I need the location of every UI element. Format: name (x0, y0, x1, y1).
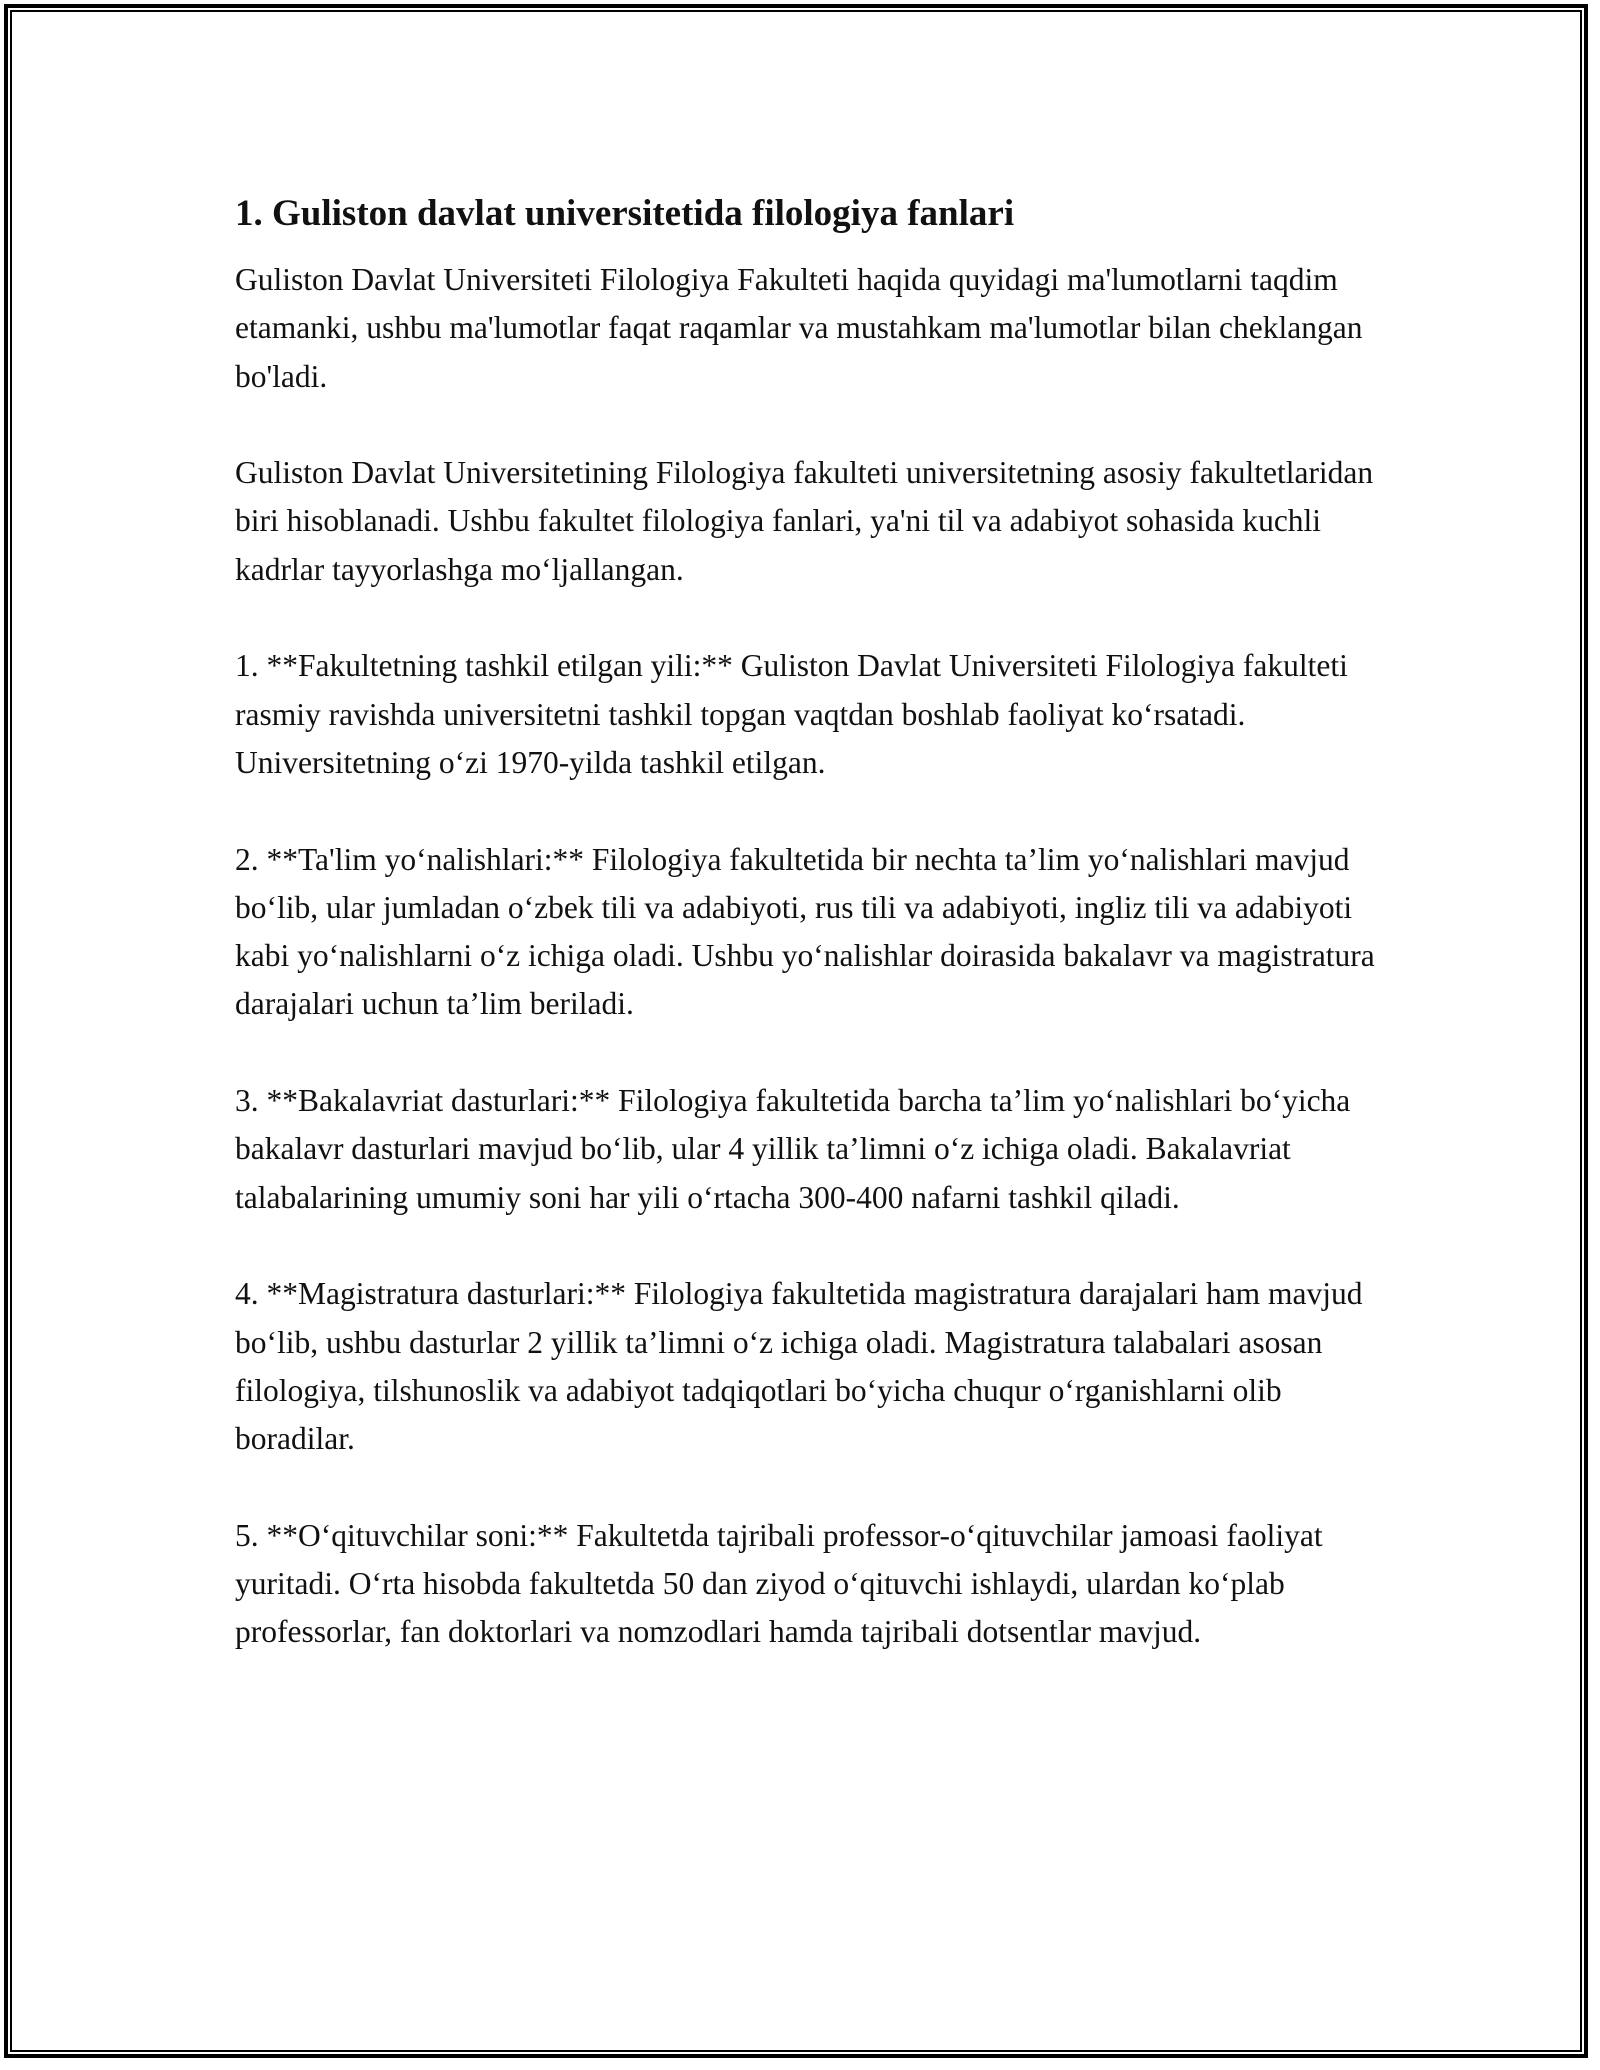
document-body (235, 188, 1375, 1705)
list-item-founding-year: 1. **Fakultetning tashkil etilgan yili:** Guliston Davlat Universiteti Filologiya fakulteti rasmiy ravishda universitetni tashkil topgan vaqtdan boshlab faoliyat ko‘rsatadi. Universitetning o‘zi 1970-yilda tashkil etilgan. (235, 648, 1348, 780)
document-title: 1. Guliston davlat universitetida filologiya fanlari (235, 193, 1015, 234)
list-item-teacher-count: 5. **O‘qituvchilar soni:** Fakultetda tajribali professor-o‘qituvchilar jamoasi faoliyat yuritadi. O‘rta hisobda fakultetda 50 dan ziyod o‘qituvchi ishlaydi, ulardan ko‘plab professorlar, fan doktorlari va nomzodlari hamda tajribali dotsentlar mavjud. (235, 1517, 1323, 1650)
intro-paragraph: Guliston Davlat Universiteti Filologiya Fakulteti haqida quyidagi ma'lumotlarni taqdim etamanki, ushbu ma'lumotlar faqat raqamlar va mustahkam ma'lumotlar bilan cheklangan bo'ladi. (235, 262, 1363, 394)
list-item-bachelor-programs: 3. **Bakalavriat dasturlari:** Filologiya fakultetida barcha ta’lim yo‘nalishlari bo‘yicha bakalavr dasturlari mavjud bo‘lib, ular 4 yillik ta’limni o‘z ichiga oladi. Bakalavriat talabalarining umumiy soni har yili o‘rtacha 300-400 nafarni tashkil qiladi. (235, 1083, 1351, 1215)
list-item-education-directions: 2. **Ta'lim yo‘nalishlari:** Filologiya fakultetida bir nechta ta’lim yo‘nalishlari mavjud bo‘lib, ular jumladan o‘zbek tili va adabiyoti, rus tili va adabiyoti, ingliz tili va adabiyoti kabi yo‘nalishlarni o‘z ichiga oladi. Ushbu yo‘nalishlar doirasida bakalavr va magistratura darajalari uchun ta’lim beriladi. (235, 841, 1375, 1022)
list-item-master-programs: 4. **Magistratura dasturlari:** Filologiya fakultetida magistratura darajalari ham mavjud bo‘lib, ushbu dasturlar 2 yillik ta’limni o‘z ichiga oladi. Magistratura talabalari asosan filologiya, tilshunoslik va adabiyot tadqiqotlari bo‘yicha chuqur o‘rganishlarni olib boradilar. (235, 1276, 1363, 1457)
faculty-overview-paragraph: Guliston Davlat Universitetining Filologiya fakulteti universitetning asosiy fakultetlaridan biri hisoblanadi. Ushbu fakultet filologiya fanlari, ya'ni til va adabiyot sohasida kuchli kadrlar tayyorlashga mo‘ljallangan. (235, 455, 1374, 587)
